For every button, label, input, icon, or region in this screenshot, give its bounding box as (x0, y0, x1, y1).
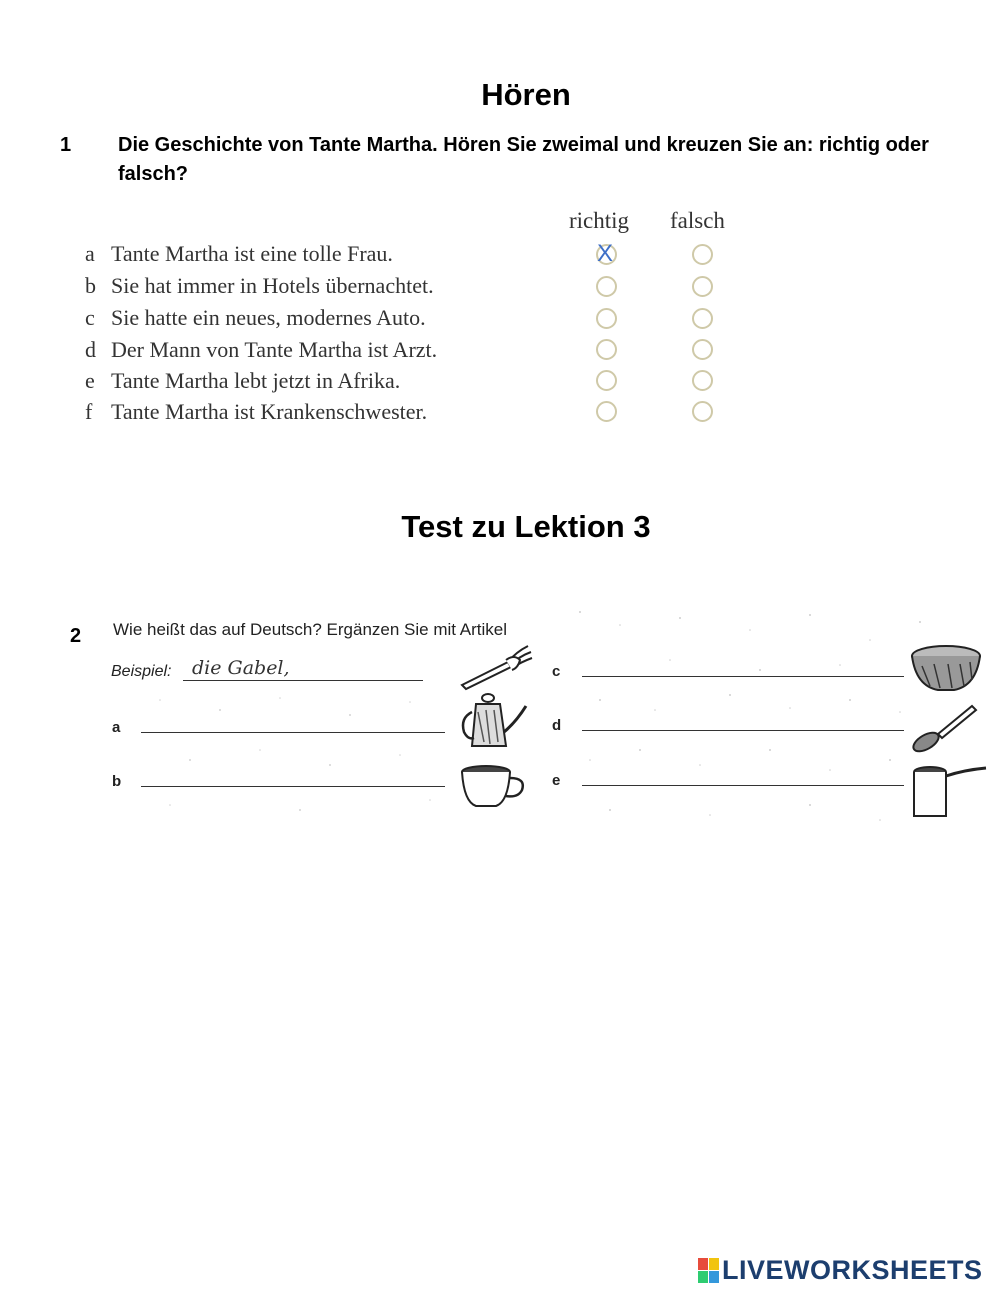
radio-a-richtig[interactable] (596, 240, 617, 267)
item-label-c: c (552, 663, 561, 680)
exercise-number-1: 1 (60, 134, 72, 156)
radio-e-falsch[interactable] (692, 370, 713, 391)
exercise-number-2: 2 (70, 625, 82, 647)
example-answer-line (183, 680, 423, 681)
answer-line-e[interactable] (582, 785, 904, 786)
answer-line-b[interactable] (141, 786, 445, 787)
radio-e-richtig[interactable] (596, 370, 617, 391)
column-header-richtig: richtig (569, 208, 630, 233)
radio-d-richtig[interactable] (596, 339, 617, 360)
exercise-1-instruction: Die Geschichte von Tante Martha. Hören Sie zweimal und kreuzen Sie an: richtig oder falsch? (118, 134, 929, 185)
statement-text: Der Mann von Tante Martha ist Arzt. (111, 337, 438, 362)
radio-f-richtig[interactable] (596, 401, 617, 422)
spoon-icon (908, 700, 980, 754)
answer-line-a[interactable] (141, 732, 445, 733)
liveworksheets-brand: LIVEWORKSHEETS (722, 1255, 983, 1285)
statement-a (85, 241, 393, 273)
answer-line-d[interactable] (582, 730, 904, 731)
statement-letter: c (85, 305, 95, 330)
item-label-d: d (552, 717, 562, 734)
statement-text: Tante Martha ist eine tolle Frau. (111, 241, 393, 266)
radio-a-falsch[interactable] (692, 244, 713, 265)
radio-d-falsch[interactable] (692, 339, 713, 360)
item-label-b: b (112, 773, 122, 790)
statement-letter: f (85, 399, 93, 424)
liveworksheets-logo-icon (698, 1258, 720, 1284)
statement-text: Sie hatte ein neues, modernes Auto. (111, 305, 426, 330)
statement-text: Tante Martha lebt jetzt in Afrika. (111, 368, 401, 393)
statement-letter: b (85, 273, 96, 298)
pot-icon (908, 764, 990, 822)
column-header-falsch: falsch (670, 208, 725, 233)
exercise-2-instruction: Wie heißt das auf Deutsch? Ergänzen Sie mit Artikel (113, 620, 508, 639)
statement-letter: d (85, 337, 96, 362)
statement-c (85, 305, 426, 337)
answer-line-c[interactable] (582, 676, 904, 677)
statement-d (85, 337, 437, 369)
example-answer: die Gabel, (192, 657, 290, 679)
statement-letter: e (85, 368, 95, 393)
radio-c-richtig[interactable] (596, 308, 617, 329)
section-title-hoeren: Hören (481, 77, 571, 112)
statement-text: Sie hat immer in Hotels übernachtet. (111, 273, 434, 298)
statement-b (85, 273, 434, 305)
teapot-icon (458, 692, 530, 752)
cup-icon (458, 764, 528, 810)
section-title-test: Test zu Lektion 3 (401, 509, 651, 544)
radio-c-falsch[interactable] (692, 308, 713, 329)
item-label-a: a (112, 719, 121, 736)
scan-noise-texture (130, 690, 460, 820)
radio-b-richtig[interactable] (596, 276, 617, 297)
statement-text: Tante Martha ist Krankenschwester. (111, 399, 428, 424)
statement-f (85, 399, 427, 431)
radio-f-falsch[interactable] (692, 401, 713, 422)
example-label: Beispiel: (111, 663, 172, 680)
fork-icon (458, 640, 534, 692)
statement-e (85, 368, 400, 400)
item-label-e: e (552, 772, 561, 789)
statement-letter: a (85, 241, 95, 266)
bowl-icon (908, 642, 984, 694)
radio-b-falsch[interactable] (692, 276, 713, 297)
check-mark: X (597, 240, 614, 267)
